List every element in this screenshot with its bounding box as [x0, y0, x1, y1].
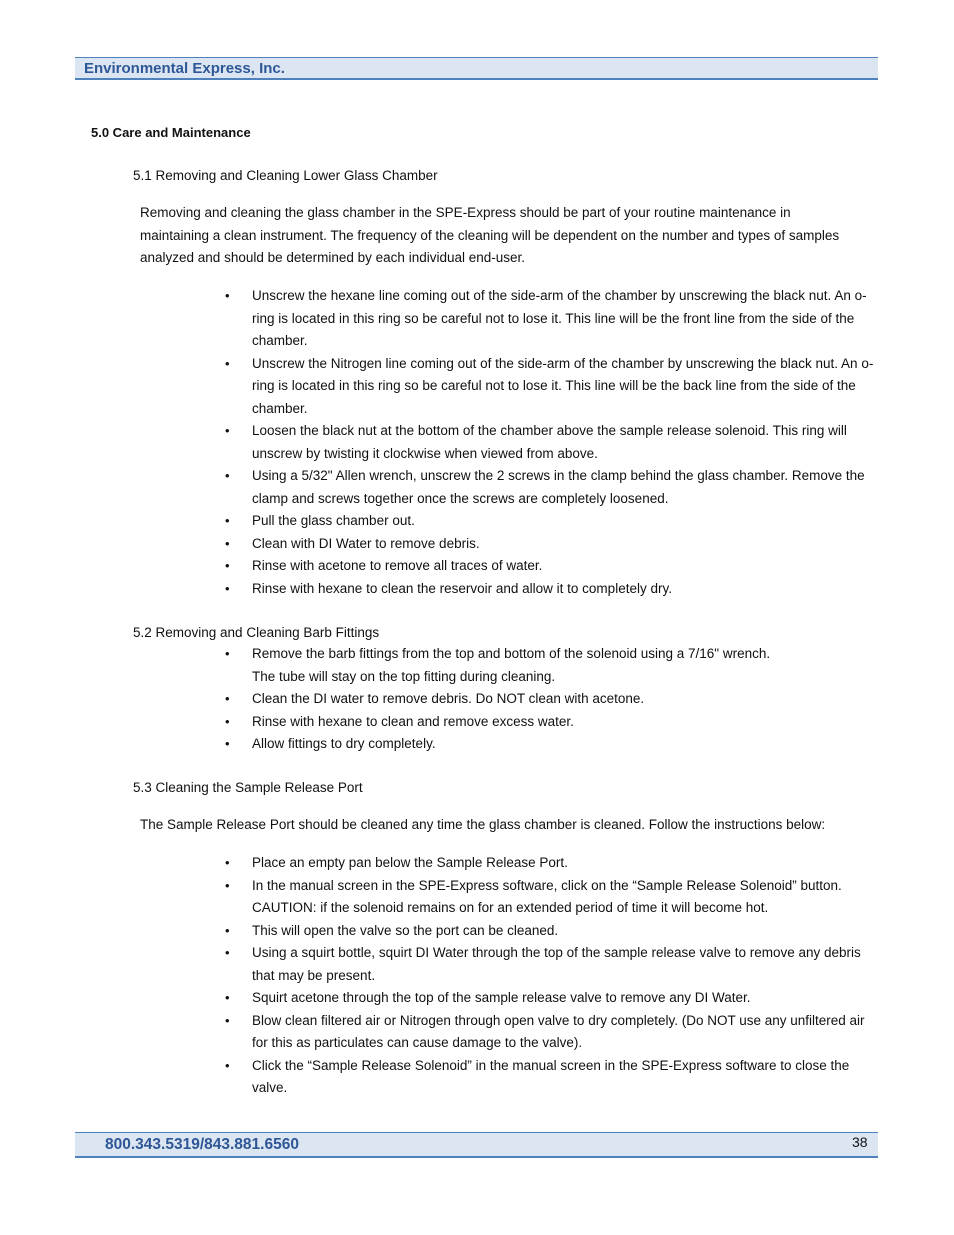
list-item-line: CAUTION: if the solenoid remains on for an extended period of time it will become hot.	[252, 900, 769, 915]
list-item	[252, 643, 874, 688]
list-item: • Using a 5/32" Allen wrench, unscrew the 2 screws in the clamp behind the glass chamber. Remove the clamp and screws together once the screws are completely loosened.	[252, 465, 874, 510]
intro-paragraph-5-1: Removing and cleaning the glass chamber in the SPE-Express should be part of your routine maintenance in maintaining a clean instrument. The frequency of the cleaning will be dependent on the number and types of samples analyzed and should be determined by each individual end-user.	[140, 205, 840, 265]
company-name: Environmental Express, Inc.	[84, 60, 285, 77]
footer-phone: 800.343.5319/843.881.6560	[105, 1136, 299, 1153]
list-item	[252, 875, 874, 920]
page-number: 38	[852, 1134, 868, 1150]
list-item: • Pull the glass chamber out.	[252, 510, 874, 533]
list-item-line: Remove the barb fittings from the top and bottom of the solenoid using a 7/16" wrench.	[252, 646, 771, 661]
subsection-title-5-1: 5.1 Removing and Cleaning Lower Glass Chamber	[133, 168, 438, 183]
list-item: • This will open the valve so the port can be cleaned.	[252, 920, 874, 943]
list-item: • Clean with DI Water to remove debris.	[252, 533, 874, 556]
list-item: • Blow clean filtered air or Nitrogen through open valve to dry completely. (Do NOT use any unfiltered air for this as particulates can cause damage to the valve).	[252, 1010, 874, 1055]
list-item-line: In the manual screen in the SPE-Express software, click on the “Sample Release Solenoid” button.	[252, 877, 842, 893]
bullet-list-5-1	[252, 285, 874, 600]
list-item: • Rinse with hexane to clean and remove excess water.	[252, 711, 874, 734]
list-item: • Unscrew the Nitrogen line coming out of the side-arm of the chamber by unscrewing the black nut. An o-ring is located in this ring so be careful not to lose it. This line will be the back line from the side of the chamber.	[252, 353, 874, 421]
list-item: • Clean the DI water to remove debris. Do NOT clean with acetone.	[252, 688, 874, 711]
bullet-list-5-2	[252, 643, 874, 756]
list-item: • Loosen the black nut at the bottom of the chamber above the sample release solenoid. This ring will unscrew by twisting it clockwise when viewed from above.	[252, 420, 874, 465]
list-item: • Allow fittings to dry completely.	[252, 733, 874, 756]
page-header	[75, 57, 878, 80]
subsection-title-5-3: 5.3 Cleaning the Sample Release Port	[133, 780, 363, 795]
intro-paragraph-5-3: The Sample Release Port should be cleaned any time the glass chamber is cleaned. Follow the instructions below:	[140, 817, 826, 832]
list-item: • Rinse with hexane to clean the reservoir and allow it to completely dry.	[252, 578, 874, 601]
section-title: 5.0 Care and Maintenance	[91, 125, 251, 140]
bullet-list-5-3	[252, 852, 874, 1100]
list-item: • Place an empty pan below the Sample Release Port.	[252, 852, 874, 875]
subsection-title-5-2: 5.2 Removing and Cleaning Barb Fittings	[133, 625, 380, 640]
list-item: • Click the “Sample Release Solenoid” in the manual screen in the SPE-Express software to close the valve.	[252, 1055, 874, 1100]
list-item-line: The tube will stay on the top fitting during cleaning.	[252, 668, 556, 684]
page-footer	[75, 1132, 878, 1158]
list-item: • Using a squirt bottle, squirt DI Water through the top of the sample release valve to remove any debris that may be present.	[252, 942, 874, 987]
list-item: • Squirt acetone through the top of the sample release valve to remove any DI Water.	[252, 987, 874, 1010]
list-item: • Rinse with acetone to remove all traces of water.	[252, 555, 874, 578]
list-item: • Unscrew the hexane line coming out of the side-arm of the chamber by unscrewing the black nut. An o-ring is located in this ring so be careful not to lose it. This line will be the front line from the side of the chamber.	[252, 285, 874, 353]
